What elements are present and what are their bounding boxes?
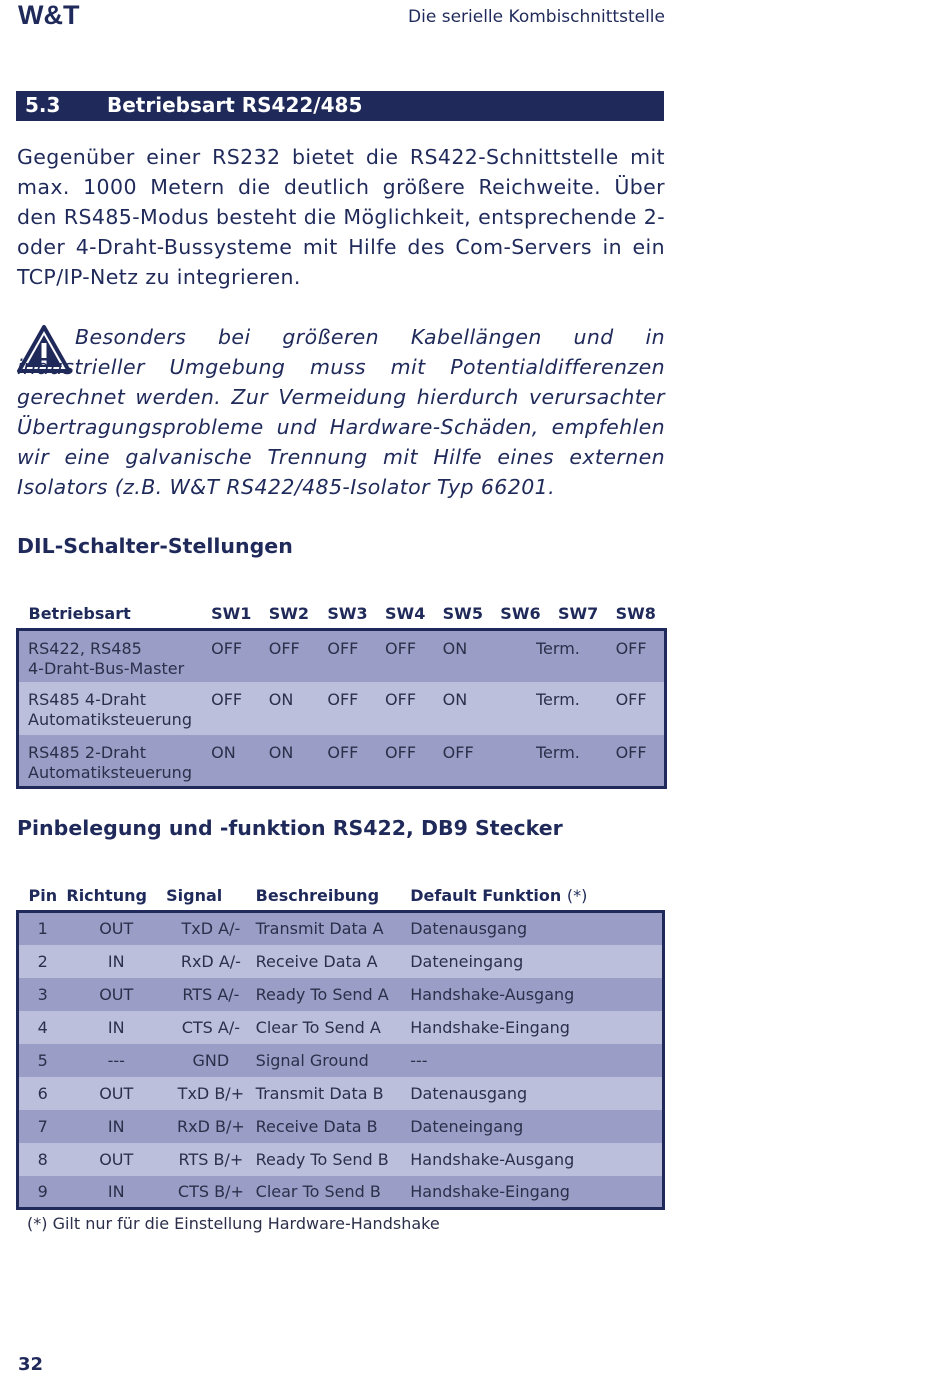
pin-number: 3 [37, 984, 48, 1004]
pin-direction: IN [107, 1116, 125, 1136]
dil-header-sw6: SW6 [500, 603, 541, 623]
sw1-value: ON [211, 742, 236, 762]
pin-signal: RTS A/- [182, 984, 240, 1004]
chapter-title: Die serielle Kombischnittstelle [408, 7, 665, 27]
sw2-value: OFF [268, 639, 300, 658]
function-header-mark: (*) [566, 885, 588, 905]
table-row [18, 682, 666, 735]
pin-header-function [410, 880, 663, 912]
pin-number: 8 [37, 1149, 48, 1169]
pin-function: Datenausgang [410, 919, 528, 939]
section-heading [16, 91, 664, 121]
pin-function: Handshake-Eingang [410, 1181, 570, 1201]
dil-header-mode: Betriebsart [28, 603, 131, 623]
pin-function: Handshake-Ausgang [410, 984, 575, 1004]
table-row [18, 945, 664, 978]
pin-function: Dateneingang [410, 951, 524, 971]
table-row [18, 630, 666, 683]
pin-direction: IN [107, 1181, 125, 1201]
table-row [18, 1077, 664, 1110]
pin-description: Signal Ground [255, 1050, 369, 1070]
table-row [18, 912, 664, 945]
sw6-7-value: Term. [536, 742, 580, 762]
sw8-value: OFF [615, 690, 647, 709]
table-row [18, 1011, 664, 1044]
mode-line2: Automatiksteuerung [28, 762, 192, 782]
pin-signal: GND [192, 1050, 230, 1070]
dil-header-row [18, 598, 666, 630]
pin-signal: RTS B/+ [178, 1149, 244, 1169]
pin-header-pin: Pin [28, 885, 58, 905]
table-row [18, 1110, 664, 1143]
pin-description: Clear To Send B [255, 1181, 381, 1201]
pin-direction: IN [107, 1017, 125, 1037]
pin-number: 2 [37, 951, 48, 971]
table-row [18, 1044, 664, 1077]
sw3-value: OFF [327, 639, 359, 658]
pin-header-signal: Signal [166, 885, 223, 905]
pin-function: Handshake-Eingang [410, 1017, 570, 1037]
pin-direction: OUT [99, 984, 134, 1004]
pin-function: Dateneingang [410, 1116, 524, 1136]
pin-signal: RxD A/- [180, 951, 241, 971]
pin-number: 1 [37, 919, 48, 939]
mode-line1: RS485 4-Draht [28, 690, 146, 709]
pin-description: Ready To Send B [255, 1149, 389, 1169]
function-header-label: Default Funktion [410, 885, 562, 905]
pin-function: Datenausgang [410, 1083, 528, 1103]
pin-table-body [18, 912, 664, 1209]
sw6-7-value: Term. [536, 690, 580, 709]
pin-header-description: Beschreibung [255, 885, 380, 905]
pin-description: Transmit Data B [255, 1083, 384, 1103]
pin-direction: OUT [99, 1149, 134, 1169]
mode-line2: Automatiksteuerung [28, 710, 192, 729]
dil-header-sw2: SW2 [268, 603, 310, 623]
table-row [18, 978, 664, 1011]
pin-header-direction: Richtung [66, 885, 147, 905]
dil-header-sw7: SW7 [557, 603, 599, 623]
pin-direction: OUT [99, 1083, 134, 1103]
sw4-value: OFF [385, 639, 417, 658]
pin-description: Receive Data B [255, 1116, 378, 1136]
pin-signal: RxD B/+ [177, 1116, 245, 1136]
pin-direction: IN [107, 951, 125, 971]
pin-number: 9 [37, 1181, 48, 1201]
pin-number: 5 [37, 1050, 48, 1070]
sw3-value: OFF [327, 742, 359, 762]
pin-assignment-table [16, 880, 665, 1210]
pin-function: Handshake-Ausgang [410, 1149, 575, 1169]
sw1-value: OFF [211, 639, 243, 658]
footnote: (*) Gilt nur für die Einstellung Hardware-Handshake [27, 1214, 440, 1233]
dil-header-sw1: SW1 [211, 603, 252, 623]
sw8-value: OFF [615, 742, 647, 762]
dil-heading: DIL-Schalter-Stellungen [17, 534, 293, 558]
sw8-value: OFF [615, 639, 647, 658]
page-number: 32 [18, 1354, 44, 1375]
pin-signal: CTS B/+ [177, 1181, 244, 1201]
sw3-value: OFF [327, 690, 359, 709]
pin-description: Ready To Send A [255, 984, 389, 1004]
warning-paragraph: Besonders bei größeren Kabellängen und in industrieller Umgebung muss mit Potentialdifferenzen gerechnet werden. Zur Vermeidung hierdurch verursachter Übertragungsprobleme und Hardware-Schäden, empfehlen wir eine galvanische Trennung mit Hilfe eines externen Isolators (z.B. W&T RS422/485-Isolator Typ 66201. [17, 325, 665, 499]
sw1-value: OFF [211, 690, 243, 709]
sw5-value: ON [442, 690, 468, 709]
pin-signal: TxD B/+ [177, 1083, 245, 1103]
mode-line1: RS485 2-Draht [28, 742, 146, 762]
dil-header-sw4: SW4 [385, 603, 426, 623]
sw2-value: ON [268, 690, 294, 709]
pin-description: Clear To Send A [255, 1017, 381, 1037]
table-row [18, 1143, 664, 1176]
pin-direction: OUT [99, 919, 134, 939]
pin-direction: --- [107, 1050, 125, 1070]
table-row [18, 1176, 664, 1209]
section-title: Betriebsart RS422/485 [107, 93, 363, 117]
dil-switch-table [16, 598, 667, 789]
dil-header-sw5: SW5 [442, 603, 483, 623]
pin-number: 4 [37, 1017, 48, 1037]
section-number: 5.3 [25, 93, 61, 117]
pin-number: 6 [37, 1083, 48, 1103]
pin-signal: CTS A/- [181, 1017, 241, 1037]
pin-description: Transmit Data A [255, 919, 384, 939]
pin-heading: Pinbelegung und -funktion RS422, DB9 Stecker [17, 816, 563, 840]
pin-number: 7 [37, 1116, 48, 1136]
pin-description: Receive Data A [255, 951, 378, 971]
sw4-value: OFF [385, 690, 417, 709]
sw5-value: ON [442, 639, 468, 658]
dil-header-sw3: SW3 [327, 603, 368, 623]
pin-signal: TxD A/- [181, 919, 241, 939]
sw6-7-value: Term. [536, 639, 580, 658]
intro-paragraph: Gegenüber einer RS232 bietet die RS422-Schnittstelle mit max. 1000 Metern die deutlich größere Reichweite. Über den RS485-Modus besteht die Möglichkeit, entsprechende 2- oder 4-Draht-Bussysteme mit Hilfe des Com-Servers in ein TCP/IP-Netz zu integrieren. [17, 145, 665, 289]
pin-header-row [18, 880, 664, 912]
dil-header-sw8: SW8 [615, 603, 656, 623]
mode-line1: RS422, RS485 [28, 639, 142, 658]
pin-function: --- [410, 1050, 428, 1070]
mode-line2: 4-Draht-Bus-Master [28, 659, 185, 678]
sw4-value: OFF [385, 742, 417, 762]
sw2-value: ON [268, 742, 294, 762]
sw5-value: OFF [442, 742, 474, 762]
table-row [18, 735, 666, 788]
logo: W&T [18, 0, 80, 30]
